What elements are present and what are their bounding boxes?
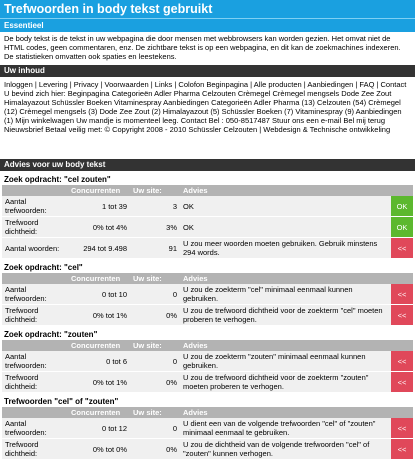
row-label: Aantal trefwoorden: <box>2 351 68 372</box>
warning-badge: << <box>391 238 413 259</box>
query-results-table <box>2 407 413 460</box>
query-block <box>0 262 415 326</box>
header-concurrenten: Concurrenten <box>68 407 130 418</box>
competitors-value: 0% tot 1% <box>68 305 130 326</box>
header-badge <box>391 407 413 418</box>
table-row <box>2 439 413 460</box>
your-site-value: 3% <box>130 217 180 238</box>
query-block <box>0 329 415 393</box>
content-text: Inloggen | Levering | Privacy | Voorwaarden | Links | Colofon Beginpagina | Alle producten | Aanbiedingen | FAQ | Contact U bevind zich hier: Beginpagina Categorieën Adler Pharma Celzouten Crèmegel Crèmegel mengsels Dode Zee Zout Himalayazout Schüssler Boeken Vitaminespray Aanbiedingen Categorieën Adler Pharma (13) Celzouten (54) Crèmegel (12) Crèmegel mengsels (3) Dode Zee Zout (2) Himalayazout (5) Schüssler Boeken (7) Vitaminespray (9) Aanbiedingen (1) Mijn winkelwagen Uw mandje is momenteel leeg. Contact Bel : 050-8517487 Stuur ons een e-mail Bel mij terug Nieuwsbrief Betaal veilig met: © Copyright 2008 - 2010 Schüssler Celzouten | Webdesign & Technische ontwikkeling <box>4 80 407 134</box>
row-label: Aantal woorden: <box>2 238 68 259</box>
row-label: Aantal trefwoorden: <box>2 284 68 305</box>
header-badge <box>391 340 413 351</box>
your-site-value: 3 <box>130 196 180 217</box>
header-badge <box>391 273 413 284</box>
intro-text: De body tekst is de tekst in uw webpagina die door mensen met webbrowsers kan worden gezien. Het omvat niet de HTML codes, geen commentaren, enz. De zichtbare tekst is op een webpagina, en dit kan de zoekmachines indexeren. De statistieken omvatten ook spaties en leestekens. <box>4 34 401 61</box>
header-advies: Advies <box>180 185 391 196</box>
your-site-value: 0 <box>130 284 180 305</box>
header-concurrenten: Concurrenten <box>68 340 130 351</box>
table-row <box>2 418 413 439</box>
query-block <box>0 174 415 259</box>
query-block <box>0 396 415 460</box>
header-concurrenten: Concurrenten <box>68 273 130 284</box>
ok-badge: OK <box>391 196 413 217</box>
advice-text: OK <box>180 217 391 238</box>
advice-section-bar <box>0 159 415 171</box>
table-row <box>2 284 413 305</box>
query-title: Zoek opdracht: "cel zouten" <box>4 175 111 184</box>
table-header-row <box>2 407 413 418</box>
competitors-value: 0 tot 12 <box>68 418 130 439</box>
warning-badge: << <box>391 418 413 439</box>
advice-text: OK <box>180 196 391 217</box>
query-results-table <box>2 185 413 259</box>
advice-text: U dient een van de volgende trefwoorden "cel" of "zouten" minimaal eenmaal te gebruiken. <box>180 418 391 439</box>
your-site-value: 0% <box>130 305 180 326</box>
competitors-value: 0% tot 4% <box>68 217 130 238</box>
table-header-row <box>2 185 413 196</box>
your-site-value: 0% <box>130 372 180 393</box>
warning-badge: << <box>391 305 413 326</box>
header-uw-site: Uw site: <box>130 273 180 284</box>
warning-badge: << <box>391 284 413 305</box>
advice-section-title: Advies voor uw body tekst <box>4 160 106 169</box>
advice-text: U zou de zoekterm "cel" minimaal eenmaal kunnen gebruiken. <box>180 284 391 305</box>
header-advies: Advies <box>180 407 391 418</box>
header-uw-site: Uw site: <box>130 185 180 196</box>
advice-text: U zou de zoekterm "zouten" minimaal eenmaal kunnen gebruiken. <box>180 351 391 372</box>
row-label: Trefwoord dichtheid: <box>2 372 68 393</box>
table-row <box>2 238 413 259</box>
query-list <box>0 174 415 460</box>
header-uw-site: Uw site: <box>130 407 180 418</box>
table-row <box>2 217 413 238</box>
query-title: Zoek opdracht: "cel" <box>4 263 83 272</box>
competitors-value: 0% tot 0% <box>68 439 130 460</box>
header-empty <box>2 407 68 418</box>
content-section-title: Uw inhoud <box>4 66 45 75</box>
competitors-value: 0 tot 10 <box>68 284 130 305</box>
your-site-value: 0 <box>130 418 180 439</box>
page-title-bar <box>0 0 415 18</box>
query-results-table <box>2 340 413 393</box>
advice-text: U zou de trefwoord dichtheid voor de zoekterm "cel" moeten proberen te verhogen. <box>180 305 391 326</box>
table-row <box>2 351 413 372</box>
warning-badge: << <box>391 351 413 372</box>
header-empty <box>2 185 68 196</box>
your-site-value: 91 <box>130 238 180 259</box>
row-label: Aantal trefwoorden: <box>2 418 68 439</box>
competitors-value: 0% tot 1% <box>68 372 130 393</box>
page-title: Trefwoorden in body tekst gebruikt <box>4 2 213 16</box>
competitors-value: 0 tot 6 <box>68 351 130 372</box>
header-advies: Advies <box>180 340 391 351</box>
essential-bar <box>0 18 415 32</box>
content-section-bar <box>0 65 415 77</box>
advice-text: U zou de trefwoord dichtheid voor de zoekterm "zouten" moeten proberen te verhogen. <box>180 372 391 393</box>
header-advies: Advies <box>180 273 391 284</box>
your-site-value: 0% <box>130 439 180 460</box>
header-concurrenten: Concurrenten <box>68 185 130 196</box>
row-label: Trefwoord dichtheid: <box>2 439 68 460</box>
table-row <box>2 372 413 393</box>
header-badge <box>391 185 413 196</box>
advice-text: U zou meer woorden moeten gebruiken. Gebruik minstens 294 words. <box>180 238 391 259</box>
header-uw-site: Uw site: <box>130 340 180 351</box>
row-label: Trefwoord dichtheid: <box>2 217 68 238</box>
table-header-row <box>2 273 413 284</box>
warning-badge: << <box>391 372 413 393</box>
query-title: Zoek opdracht: "zouten" <box>4 330 98 339</box>
table-header-row <box>2 340 413 351</box>
warning-badge: << <box>391 439 413 460</box>
row-label: Trefwoord dichtheid: <box>2 305 68 326</box>
table-row <box>2 196 413 217</box>
essential-label: Essentieel <box>4 21 44 30</box>
header-empty <box>2 273 68 284</box>
header-empty <box>2 340 68 351</box>
query-results-table <box>2 273 413 326</box>
table-row <box>2 305 413 326</box>
ok-badge: OK <box>391 217 413 238</box>
advice-text: U zou de dichtheid van de volgende trefwoorden "cel" of "zouten" kunnen verhogen. <box>180 439 391 460</box>
query-title: Trefwoorden "cel" of "zouten" <box>4 397 119 406</box>
competitors-value: 294 tot 9.498 <box>68 238 130 259</box>
your-site-value: 0 <box>130 351 180 372</box>
competitors-value: 1 tot 39 <box>68 196 130 217</box>
row-label: Aantal trefwoorden: <box>2 196 68 217</box>
